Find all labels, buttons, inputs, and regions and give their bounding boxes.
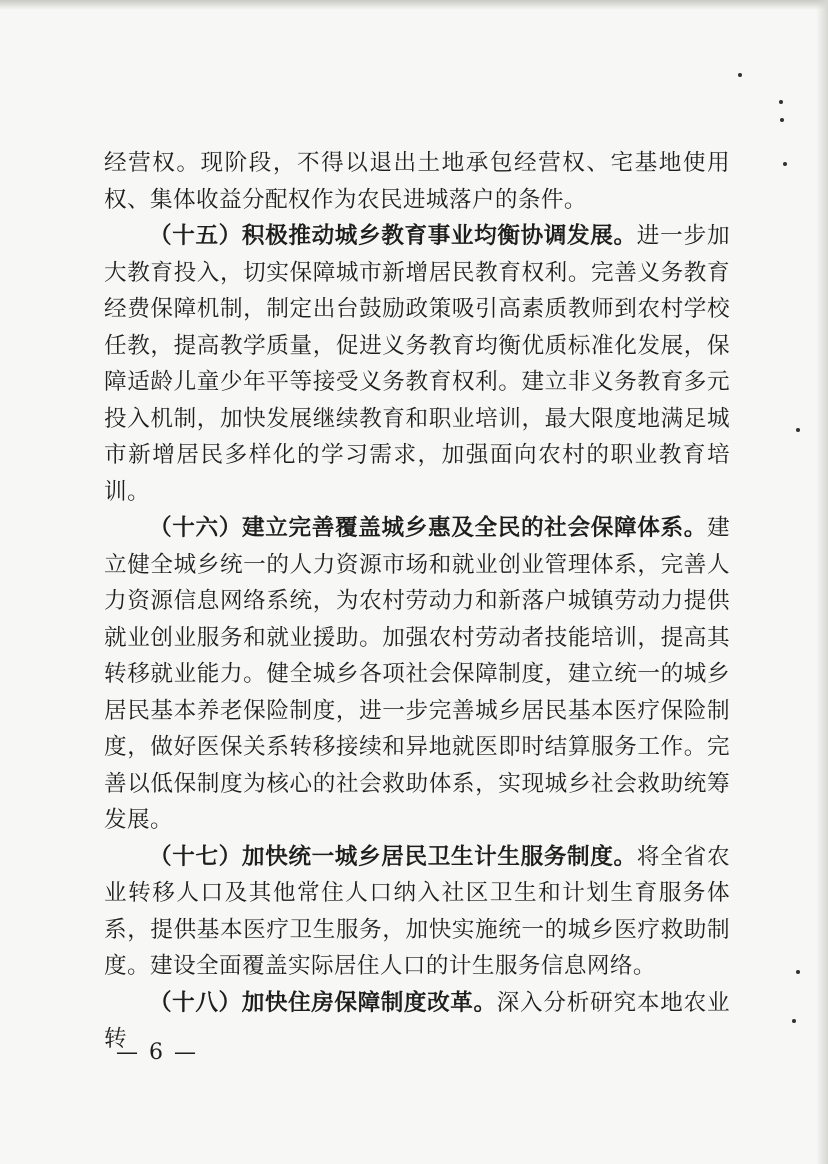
- scan-speck: [780, 118, 784, 122]
- paragraph-15: [104, 218, 730, 510]
- paragraph-body: 进一步加大教育投入，切实保障城市新增居民教育权利。完善义务教育经费保障机制，制定出台鼓励政策吸引高素质教师到农村学校任教，提高教学质量，促进义务教育均衡优质标准化发展，保障适龄儿童少年平等接受义务教育权利。建立非义务教育多元投入机制，加快发展继续教育和职业培训，最大限度地满足城市新增居民多样化的学习需求，加强面向农村的职业教育培训。: [104, 223, 731, 505]
- scan-edge-top: [0, 0, 828, 10]
- section-heading-16: （十六）建立完善覆盖城乡惠及全民的社会保障体系。: [149, 515, 707, 541]
- paragraph-16: [104, 510, 730, 839]
- scan-speck: [796, 970, 800, 974]
- paragraph-body: 将全省农业转移人口及其他常住人口纳入社区卫生和计划生育服务体系，提供基本医疗卫生服务，加快实施统一的城乡医疗救助制度。建设全面覆盖实际居住人口的计生服务信息网络。: [104, 843, 731, 979]
- scan-edge-right: [816, 0, 828, 1164]
- paragraph-17: [104, 839, 730, 985]
- section-heading-18: （十八）加快住房保障制度改革。: [149, 989, 497, 1016]
- scan-speck: [796, 428, 800, 432]
- paragraph-body: 建立健全城乡统一的人力资源市场和就业创业管理体系，完善人力资源信息网络系统，为农村劳动力和新落户城镇劳动力提供就业创业服务和就业援助。加强农村劳动者技能培训，提高其转移就业能力。健全城乡各项社会保障制度，建立统一的城乡居民基本养老保险制度，进一步完善城乡居民基本医疗保险制度，做好医保关系转移接续和异地就医即时结算服务工作。完善以低保制度为核心的社会救助体系，实现城乡社会救助统筹发展。: [104, 515, 730, 833]
- section-heading-15: （十五）积极推动城乡教育事业均衡协调发展。: [149, 223, 637, 249]
- document-body: [104, 145, 730, 1058]
- scan-speck: [779, 100, 783, 104]
- scan-speck: [738, 73, 742, 77]
- paragraph-body: 深入分析研究本地农业转: [104, 989, 731, 1052]
- paragraph-body: 经营权。现阶段，不得以退出土地承包经营权、宅基地使用权、集体收益分配权作为农民进城落户的条件。: [104, 150, 730, 213]
- scan-speck: [792, 1019, 796, 1023]
- page-number: — 6 —: [116, 1040, 198, 1065]
- paragraph-continuation: [104, 145, 730, 218]
- scan-speck: [783, 162, 787, 166]
- section-heading-17: （十七）加快统一城乡居民卫生计生服务制度。: [149, 843, 637, 870]
